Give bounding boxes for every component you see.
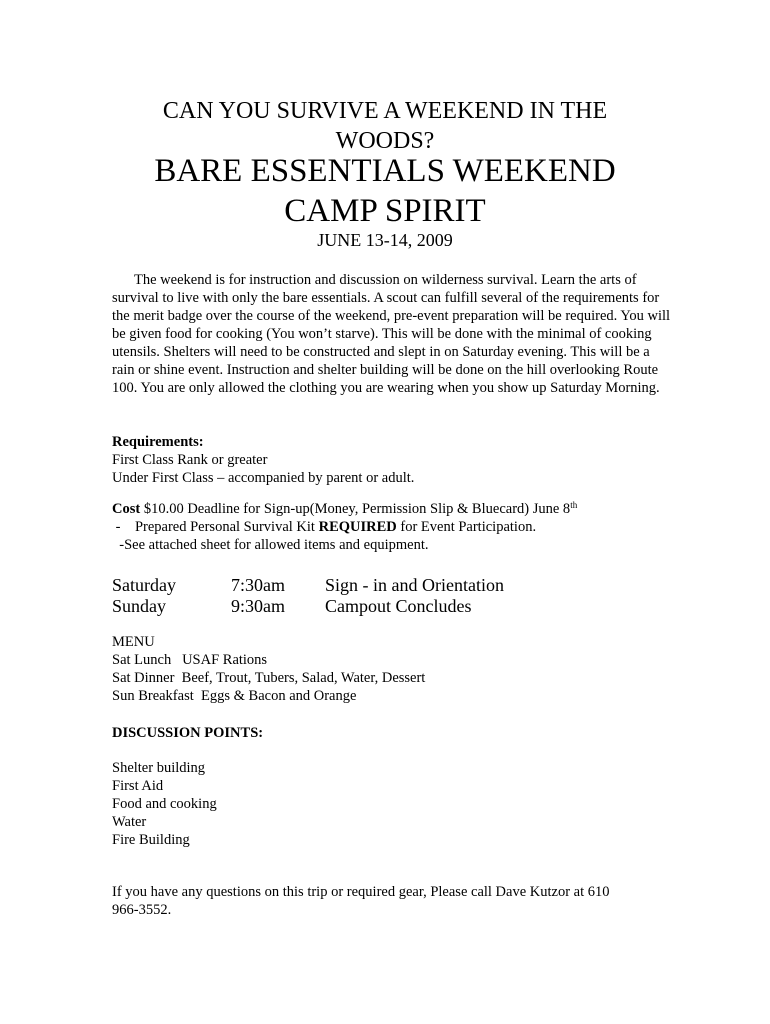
discussion-heading	[112, 724, 672, 742]
schedule-event: Sign - in and Orientation	[325, 575, 504, 595]
event-date: JUNE 13-14, 2009	[317, 230, 453, 250]
schedule-row	[112, 596, 504, 617]
title-line-2: WOODS?	[335, 128, 435, 154]
schedule-time: 9:30am	[231, 596, 285, 616]
kit-required: REQUIRED	[318, 519, 397, 535]
date-suffix: th	[570, 500, 578, 510]
intro-paragraph: The weekend is for instruction and discussion on wilderness survival. Learn the arts of survival to live with only the bare essentials. A scout can fulfill several of the requirements for the merit badge over the course of the weekend, pre-event preparation will be required. You will be given food for cooking (You won’t starve). This will be done with the minimal of cooking utensils. Shelters will need to be constructed and slept in on Saturday evening. This will be a rain or shine event. Instruction and shelter building will be done on the hill overlooking Route 100. You are only allowed the clothing you are wearing when you show up Saturday Morning.	[112, 272, 671, 396]
discussion-item: Food and cooking	[112, 796, 217, 812]
contact-info	[112, 883, 672, 919]
schedule-table	[112, 575, 504, 617]
discussion-item: Fire Building	[112, 832, 190, 848]
menu-section	[112, 633, 672, 705]
kit-prefix: - Prepared Personal Survival Kit	[112, 519, 319, 535]
discussion-heading-text: DISCUSSION POINTS:	[112, 725, 264, 741]
schedule-row	[112, 575, 504, 596]
kit-line	[112, 518, 672, 536]
discussion-points	[112, 759, 672, 849]
menu-item: Sat Lunch USAF Rations	[112, 652, 268, 668]
cost-section	[112, 500, 672, 554]
schedule-day: Sunday	[112, 596, 166, 616]
headline-line-1: BARE ESSENTIALS WEEKEND	[154, 153, 616, 189]
schedule-day: Saturday	[112, 575, 176, 595]
menu-heading: MENU	[112, 634, 155, 650]
title-question	[0, 96, 770, 156]
menu-item: Sat Dinner Beef, Trout, Tubers, Salad, Water, Dessert	[112, 670, 426, 686]
requirement-item: First Class Rank or greater	[112, 452, 268, 468]
contact-line-2: 966-3552.	[112, 902, 172, 918]
discussion-item: Shelter building	[112, 760, 206, 776]
equipment-note: -See attached sheet for allowed items and equipment.	[112, 537, 429, 553]
cost-text: $10.00 Deadline for Sign-up(Money, Permission Slip & Bluecard) June 8	[140, 501, 571, 517]
discussion-item: Water	[112, 814, 147, 830]
schedule-time: 7:30am	[231, 575, 285, 595]
requirements-heading: Requirements:	[112, 434, 204, 450]
cost-line	[112, 500, 672, 518]
title-line-1: CAN YOU SURVIVE A WEEKEND IN THE	[162, 98, 608, 124]
discussion-item: First Aid	[112, 778, 164, 794]
headline-line-2: CAMP SPIRIT	[284, 193, 486, 229]
schedule-event: Campout Concludes	[325, 596, 472, 616]
requirements-section	[112, 433, 672, 487]
event-headline	[0, 151, 770, 231]
menu-item: Sun Breakfast Eggs & Bacon and Orange	[112, 688, 357, 704]
cost-label: Cost	[112, 501, 141, 517]
contact-line-1: If you have any questions on this trip or required gear, Please call Dave Kutzor at 610	[112, 884, 610, 900]
kit-suffix: for Event Participation.	[396, 519, 537, 535]
requirement-item: Under First Class – accompanied by parent or adult.	[112, 470, 415, 486]
